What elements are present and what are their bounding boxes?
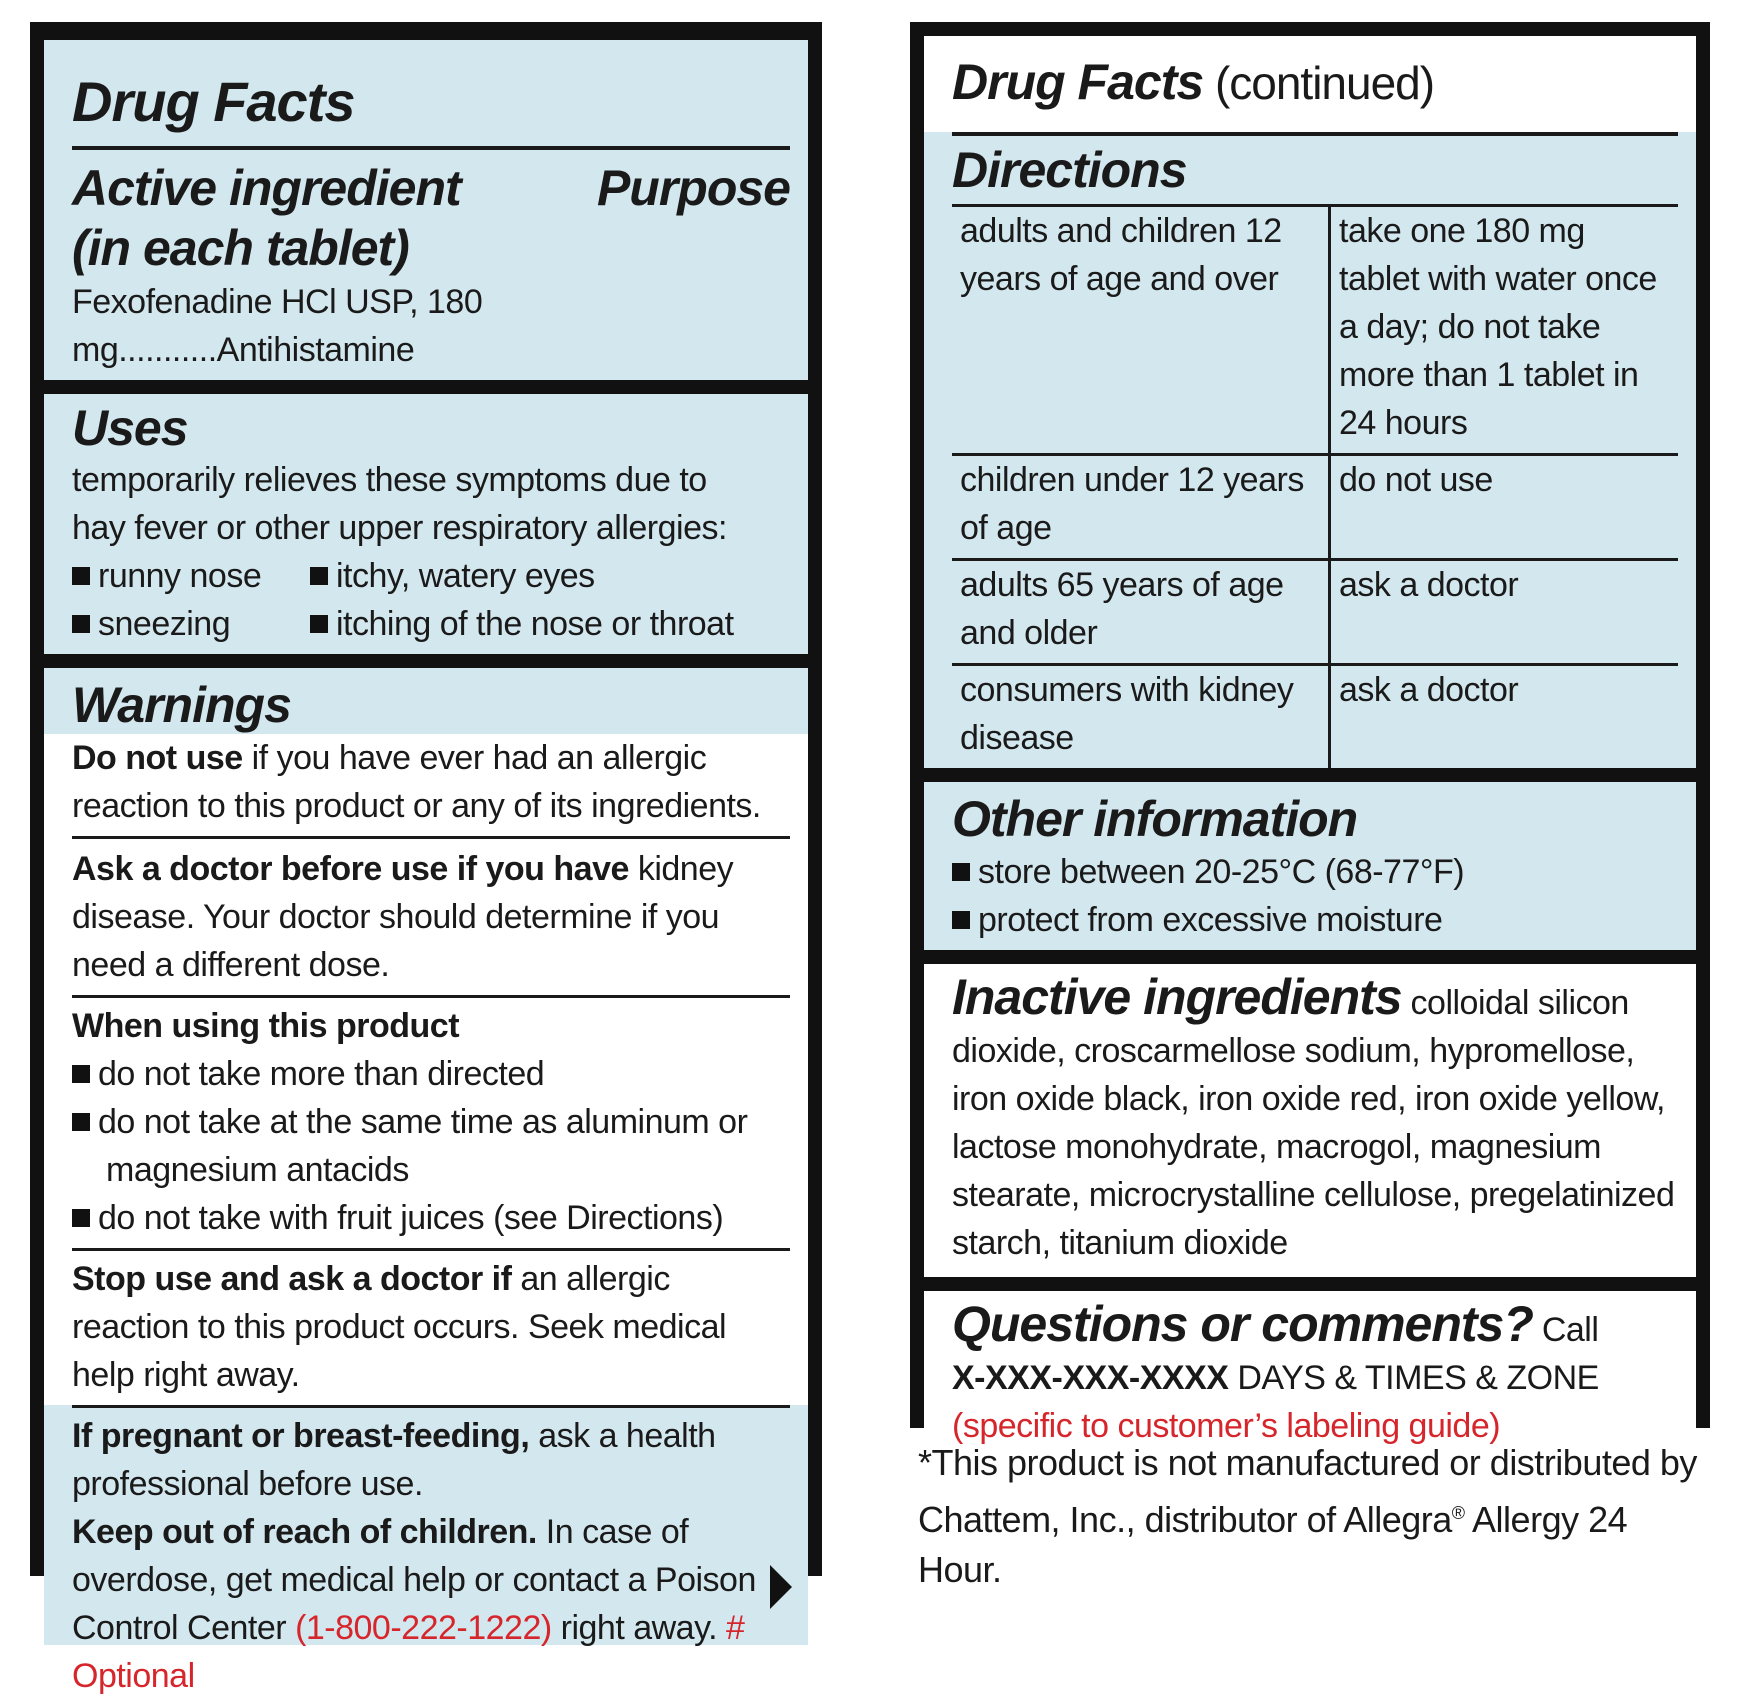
active-ingredient-heading-line1: Active ingredient	[72, 160, 461, 216]
table-row	[952, 206, 1678, 455]
table-cell: adults 65 years of age and older	[952, 560, 1330, 665]
square-bullet-icon	[72, 567, 90, 585]
poison-control-phone: (1-800-222-1222)	[295, 1609, 552, 1647]
directions-table	[952, 204, 1678, 768]
uses-item: itchy, watery eyes	[310, 552, 790, 600]
drug-facts-continued-panel	[910, 22, 1710, 1445]
other-information-section	[924, 782, 1696, 950]
square-bullet-icon	[310, 615, 328, 633]
square-bullet-icon	[952, 911, 970, 929]
active-ingredient-heading	[72, 158, 461, 278]
warnings-body	[44, 734, 808, 1405]
active-ingredient-heading-line2: (in each tablet)	[72, 220, 409, 276]
square-bullet-icon	[72, 1065, 90, 1083]
purpose-heading: Purpose	[596, 160, 790, 216]
uses-intro: temporarily relieves these symptoms due to hay fever or other upper respiratory allergies:	[72, 461, 727, 547]
uses-section	[44, 394, 808, 654]
square-bullet-icon	[310, 567, 328, 585]
when-using-item: do not take at the same time as aluminum or magnesium antacids	[72, 1098, 790, 1194]
square-bullet-icon	[72, 1113, 90, 1131]
inactive-ingredients-text: Inactive ingredients colloidal silicon dioxide, croscarmellose sodium, hypromellose, iron oxide black, iron oxide red, iron oxide yellow, lactose monohydrate, macrogol, magnesium stearate, microcrystalline cellulose, pregelatinized starch, titanium dioxide	[952, 969, 1675, 1262]
uses-heading: Uses	[72, 400, 188, 456]
table-cell: children under 12 years of age	[952, 455, 1330, 560]
phone-number: X-XXX-XXX-XXXX	[952, 1359, 1229, 1397]
section-divider	[44, 380, 808, 394]
section-divider	[924, 768, 1696, 782]
continued-title-section	[924, 36, 1696, 132]
table-row	[952, 455, 1678, 560]
questions-heading: Questions or comments?	[952, 1296, 1533, 1352]
questions-section	[924, 1291, 1696, 1460]
section-divider	[924, 950, 1696, 964]
ingredient-line: Fexofenadine HCl USP, 180 mg...........Antihistamine	[72, 283, 483, 369]
play-triangle-icon	[770, 1565, 792, 1609]
table-cell: ask a doctor	[1330, 560, 1679, 665]
when-using-item: do not take with fruit juices (see Directions)	[72, 1194, 790, 1248]
ask-doctor-warning: Ask a doctor before use if you have kidney disease. Your doctor should determine if you need a different dose.	[72, 850, 734, 984]
warnings-heading-band	[44, 668, 808, 734]
drug-facts-title: Drug Facts	[72, 70, 355, 133]
continued-label: (continued)	[1203, 57, 1435, 109]
uses-item: itching of the nose or throat	[310, 600, 790, 648]
uses-item: sneezing	[72, 600, 310, 648]
uses-item: runny nose	[72, 552, 310, 600]
footnote: *This product is not manufactured or distributed by Chattem, Inc., distributor of Allegra® Allergy 24 Hour.	[918, 1442, 1697, 1590]
pregnancy-section	[44, 1405, 808, 1695]
other-information-item: store between 20-25°C (68-77°F)	[952, 848, 1678, 896]
table-cell: do not use	[1330, 455, 1679, 560]
square-bullet-icon	[952, 863, 970, 881]
questions-line: Questions or comments? Call	[952, 1296, 1599, 1352]
other-information-item: protect from excessive moisture	[952, 896, 1678, 944]
other-information-heading: Other information	[952, 791, 1358, 847]
table-row	[952, 560, 1678, 665]
section-divider	[44, 654, 808, 668]
section-divider	[924, 1277, 1696, 1291]
table-cell: consumers with kidney disease	[952, 665, 1330, 769]
keep-out-of-reach-warning: Keep out of reach of children. In case of overdose, get medical help or contact a Poison Control Center (1-800-222-1222) right away. # Optional	[72, 1513, 756, 1695]
questions-contact: X-XXX-XXX-XXXX DAYS & TIMES & ZONE (specific to customer’s labeling guide)	[952, 1359, 1599, 1445]
inactive-ingredients-section	[924, 964, 1696, 1277]
labeling-note: (specific to customer’s labeling guide)	[952, 1407, 1501, 1445]
table-cell: take one 180 mg tablet with water once a day; do not take more than 1 tablet in 24 hours	[1330, 206, 1679, 455]
table-cell: ask a doctor	[1330, 665, 1679, 769]
when-using-item: do not take more than directed	[72, 1050, 790, 1098]
continued-title: Drug Facts	[952, 54, 1204, 110]
directions-section	[924, 132, 1696, 768]
stop-use-warning: Stop use and ask a doctor if an allergic reaction to this product occurs. Seek medical help right away.	[72, 1260, 727, 1394]
optional-note: # Optional	[72, 1609, 745, 1695]
table-cell: adults and children 12 years of age and over	[952, 206, 1330, 455]
square-bullet-icon	[72, 1209, 90, 1227]
pregnant-warning: If pregnant or breast-feeding, ask a health professional before use.	[72, 1417, 716, 1503]
when-using-heading: When using this product	[72, 1007, 460, 1045]
warnings-heading: Warnings	[72, 677, 291, 733]
table-row	[952, 665, 1678, 769]
drug-facts-panel	[30, 22, 822, 1695]
directions-heading: Directions	[952, 142, 1187, 198]
square-bullet-icon	[72, 615, 90, 633]
active-ingredient-section	[44, 40, 808, 380]
inactive-ingredients-heading: Inactive ingredients	[952, 969, 1402, 1025]
do-not-use-warning: Do not use if you have ever had an allergic reaction to this product or any of its ingredients.	[72, 739, 761, 825]
